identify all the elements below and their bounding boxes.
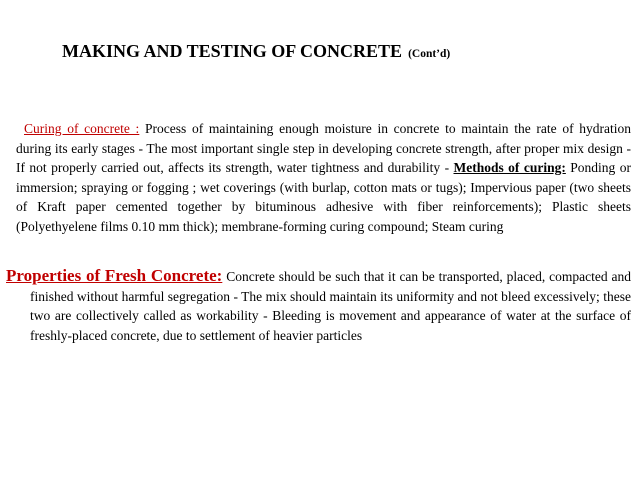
curing-heading: Curing of concrete : <box>24 121 140 136</box>
curing-text-after: Ponding or immersion; spraying or fogging ; wet coverings (with burlap, cotton mats or tugs); Impervious paper (two sheets of Kraft paper cemented together by bituminous adhesive with fiber reinforcements); Plastic sheets (Polyethyelene films 0.10 mm thick); membrane-forming curing compound; Steam curing <box>16 160 631 234</box>
title-text: MAKING AND TESTING OF CONCRETE <box>62 41 403 61</box>
fresh-concrete-heading: Properties of Fresh Concrete: <box>6 266 223 285</box>
fresh-concrete-text: Concrete should be such that it can be transported, placed, compacted and finished without harmful segregation - The mix should maintain its uniformity and not bleed excessively; these two are collectively called as workability - Bleeding is movement and appearance of water at the surface of freshly-placed concrete, due to settlement of heavier particles <box>30 269 631 343</box>
methods-of-curing-heading: Methods of curing: <box>453 160 566 175</box>
slide-title <box>62 40 622 65</box>
title-suffix: (Cont’d) <box>408 48 451 60</box>
fresh-concrete-paragraph <box>6 266 631 345</box>
curing-text-before: Process of maintaining enough moisture in concrete to maintain the rate of hydration during its early stages - The most important single step in developing concrete strength, after proper mix design - If not properly carried out, affects its strength, water tightness and durability - <box>16 121 632 175</box>
curing-paragraph <box>16 119 631 236</box>
